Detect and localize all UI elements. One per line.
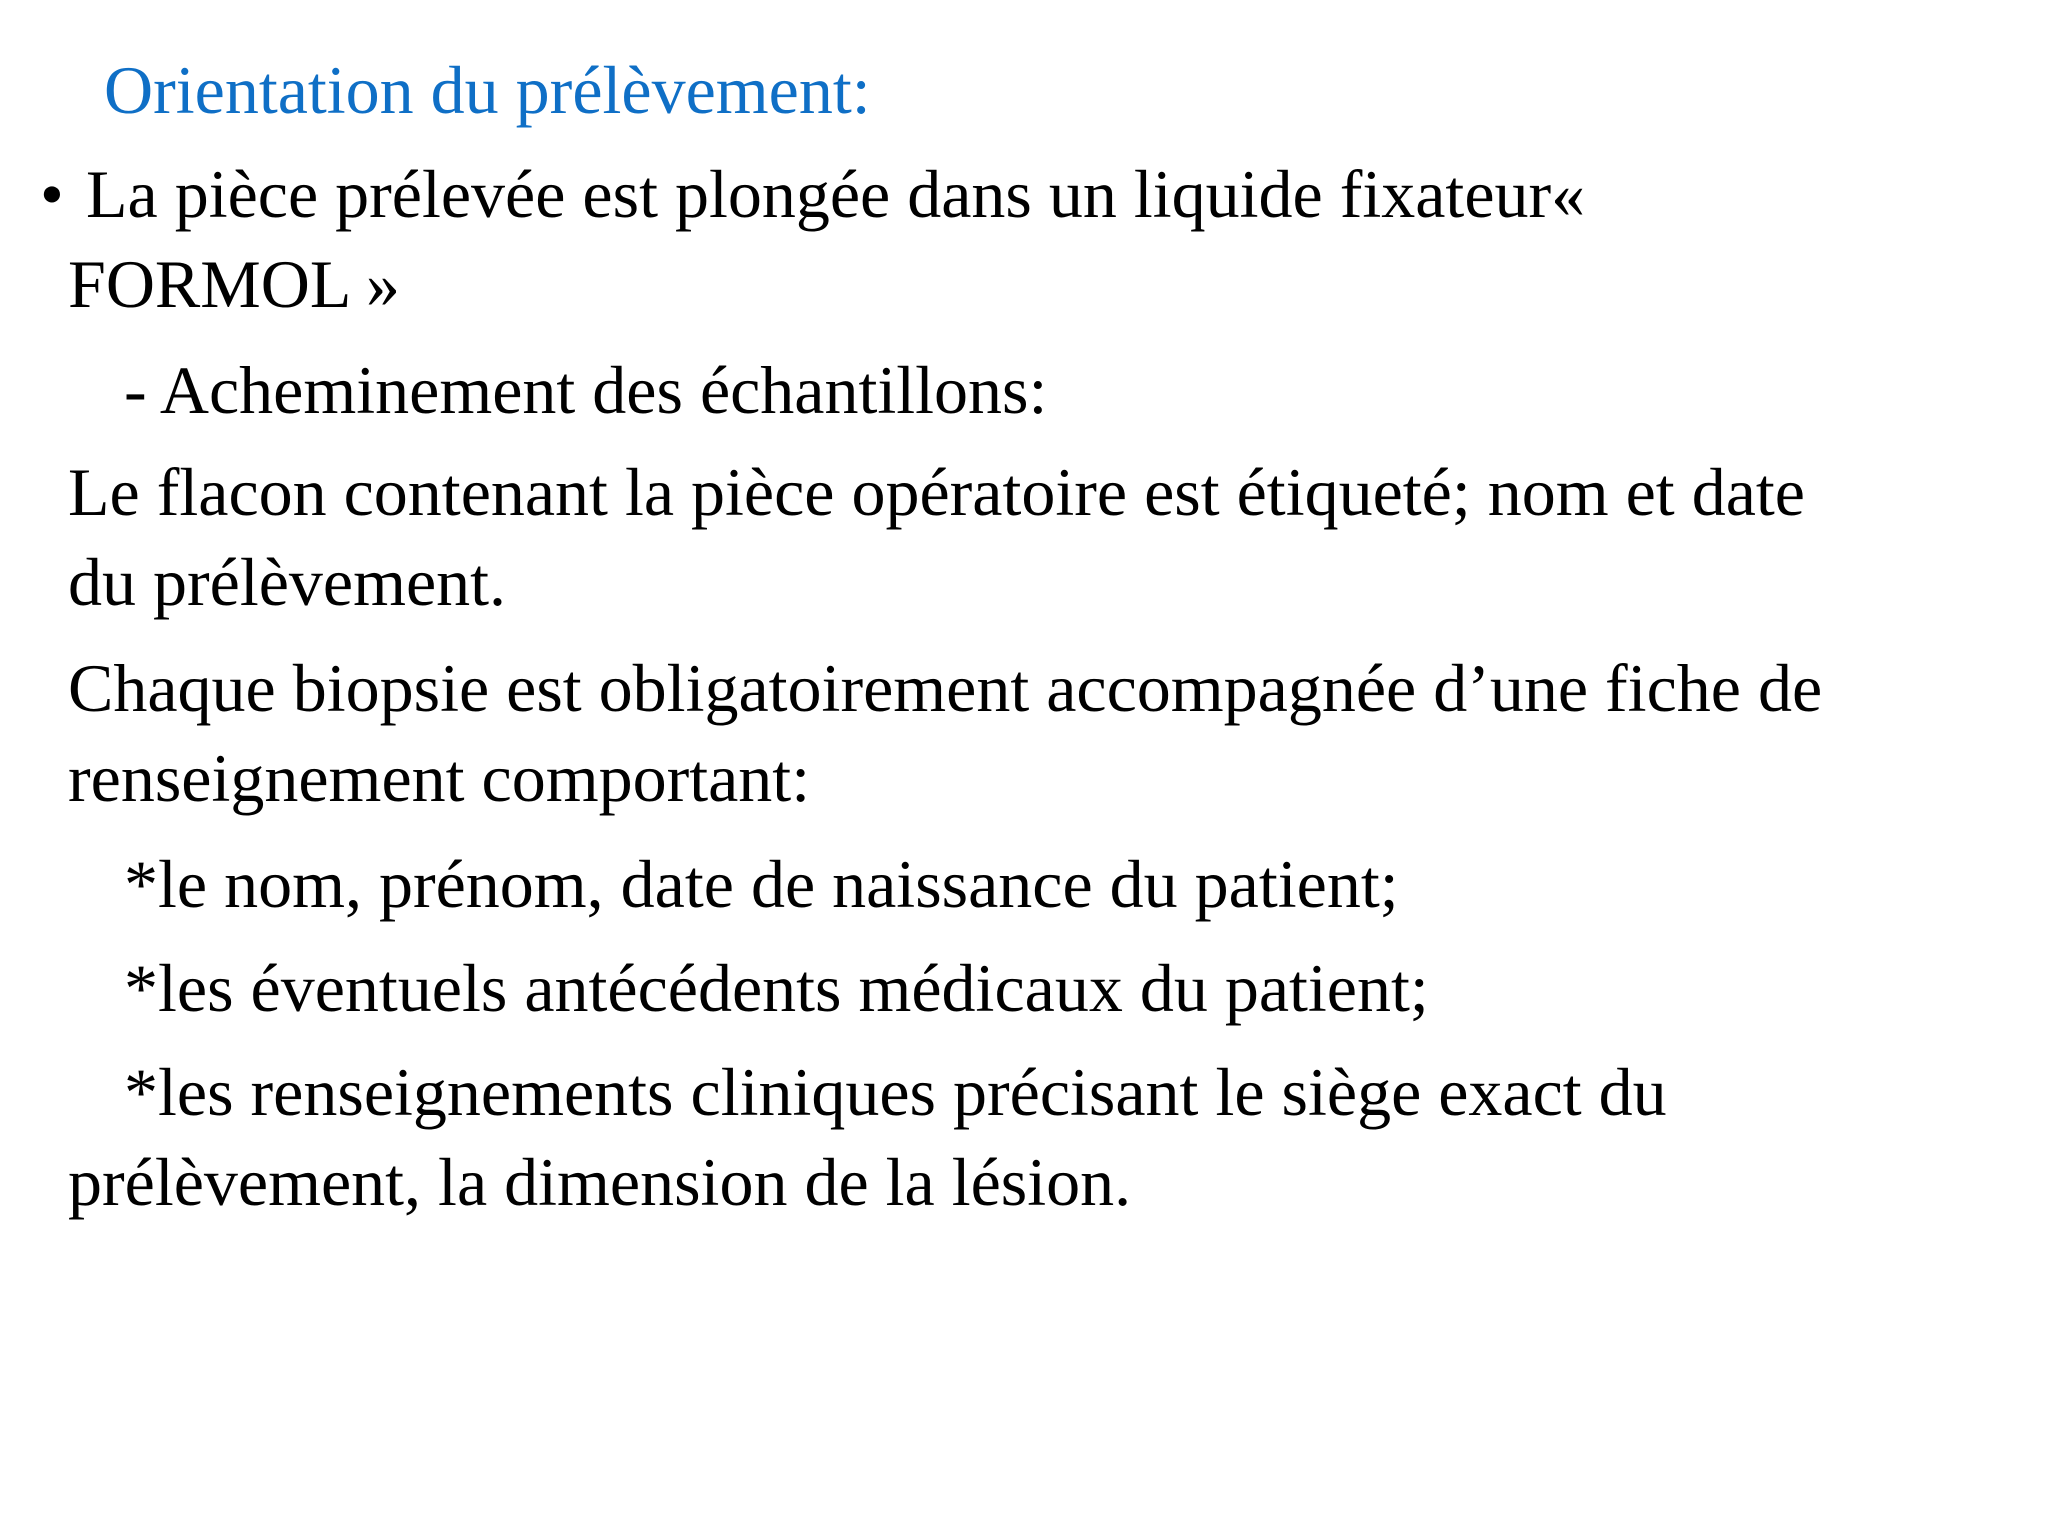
bullet-text-line-1: La pièce prélevée est plongée dans un liquide fixateur« [86, 156, 1586, 232]
list-item-3-line-1: *les renseignements cliniques précisant le siège exact du [124, 1054, 1667, 1130]
list-item-3-line-2: prélèvement, la dimension de la lésion. [68, 1144, 1132, 1220]
list-item-2: *les éventuels antécédents médicaux du patient; [124, 950, 1429, 1026]
paragraph-2-line-2: renseignement comportant: [68, 740, 811, 816]
bullet-symbol: • [40, 156, 64, 232]
sub-heading: - Acheminement des échantillons: [124, 352, 1048, 428]
list-item-1: *le nom, prénom, date de naissance du patient; [124, 846, 1399, 922]
bullet-text-line-2: FORMOL » [68, 246, 400, 322]
paragraph-1-line-2: du prélèvement. [68, 544, 507, 620]
paragraph-2-line-1: Chaque biopsie est obligatoirement accompagnée d’une fiche de [68, 650, 1823, 726]
paragraph-1-line-1: Le flacon contenant la pièce opératoire est étiqueté; nom et date [68, 454, 1805, 530]
slide-heading: Orientation du prélèvement: [104, 52, 871, 128]
